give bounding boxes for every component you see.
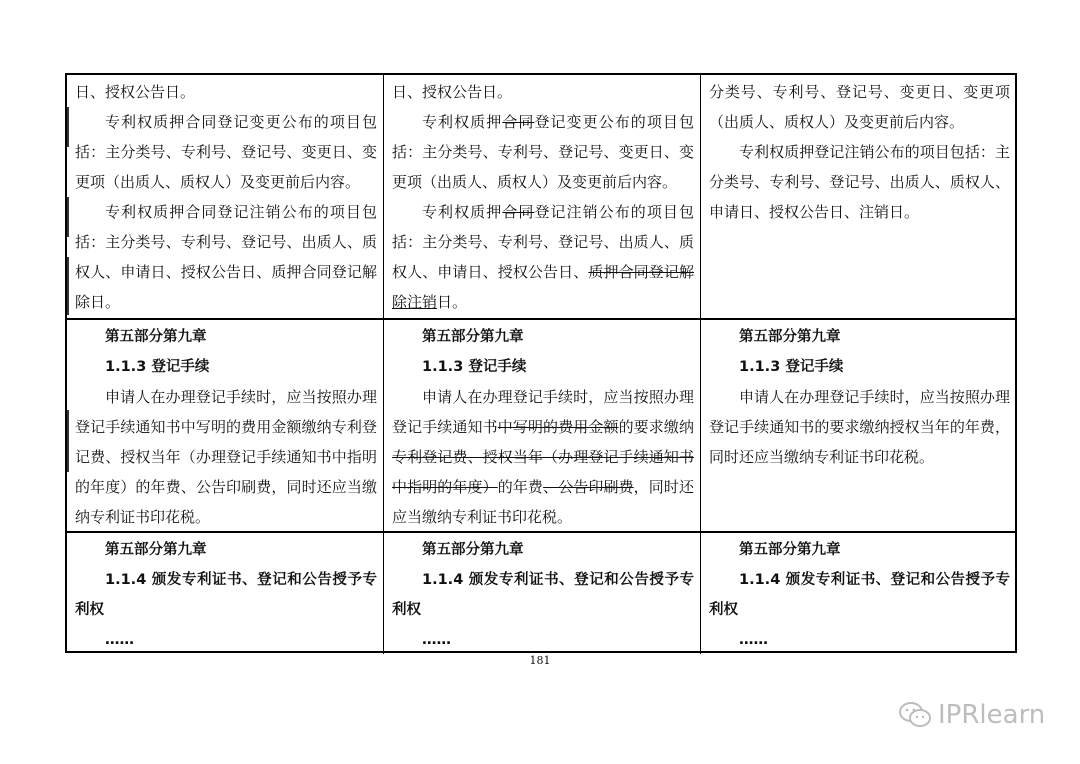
chapter-heading: 第五部分第九章 [105,329,207,345]
watermark-text: IPRlearn [938,700,1046,730]
deleted-text: 专利登记费、授权当年（办理登记手续通知书中指明的年度） [392,448,694,496]
table-cell-final [700,320,1016,533]
change-bar [67,107,69,147]
table-cell-final [700,533,1016,654]
table-row [67,531,1015,654]
table-row [67,318,1015,533]
text-run: 的年费 [497,478,544,496]
table-cell-original [67,320,383,533]
paragraph: 申请人在办理登记手续时，应当按照办理登记手续通知书中写明的费用金额缴纳专利登记费、授权当年（办理登记手续通知书中指明的年度）的年费、公告印刷费，同时还应当缴纳专利证书印花税。 [75,388,377,526]
section-heading: 1.1.4 颁发专利证书、登记和公告授予专利权 [392,572,694,618]
table-cell-revision [383,75,700,318]
deleted-text: 合同 [502,113,535,131]
paragraph: 日、授权公告日。 [392,83,513,101]
table-cell-original [67,533,383,654]
change-bar [67,410,69,472]
table-cell-final [700,75,1016,318]
change-bar [67,257,69,315]
table-row [67,75,1015,318]
chapter-heading: 第五部分第九章 [105,542,207,558]
deleted-text: 、公告印刷费 [543,478,634,496]
text-run: 专利权质押 [422,203,503,221]
paragraph [392,197,694,317]
text-run: 登记注销公布的项目包括：主分类号、专利号、登记号、出质人、质权人、申请日、授权公告日、 [392,203,694,281]
text-run: 登记变更公布的项目包括：主分类号、专利号、登记号、变更日、变更项（出质人、质权人）及变更前后内容。 [392,113,694,191]
table-cell-original [67,75,383,318]
deleted-text: 中写明的费用金额 [497,418,619,436]
paragraph: 专利权质押合同登记注销公布的项目包括：主分类号、专利号、登记号、出质人、质权人、申请日、授权公告日、质押合同登记解除日。 [75,203,377,311]
section-heading: 1.1.3 登记手续 [105,359,210,375]
change-bar [67,197,69,237]
paragraph [392,107,694,197]
text-run: 日。 [437,293,468,311]
chapter-heading: 第五部分第九章 [422,329,524,345]
section-heading: 1.1.3 登记手续 [422,359,527,375]
paragraph: 专利权质押登记注销公布的项目包括：主分类号、专利号、登记号、出质人、质权人、申请日、授权公告日、注销日。 [709,143,1010,221]
section-heading: 1.1.4 颁发专利证书、登记和公告授予专利权 [75,572,377,618]
text-run: 申请人在办理登记手续时，应当按照办理登记手续通知书 [392,388,694,436]
paragraph: 日、授权公告日。 [75,83,196,101]
paragraph [392,382,694,532]
ellipsis: …… [422,632,451,648]
section-heading: 1.1.3 登记手续 [739,359,844,375]
inserted-text: 除注销 [392,293,438,311]
watermark [898,700,1045,730]
section-heading: 1.1.4 颁发专利证书、登记和公告授予专利权 [709,572,1010,618]
deleted-text: 合同 [502,203,535,221]
text-run: ，同时还应当缴纳专利证书印花税。 [392,478,694,526]
ellipsis: …… [105,632,134,648]
chapter-heading: 第五部分第九章 [422,542,524,558]
text-run: 的要求缴纳 [618,418,694,436]
text-run: 专利权质押 [422,113,503,131]
wechat-icon [898,701,932,729]
chapter-heading: 第五部分第九章 [739,329,841,345]
paragraph: 分类号、专利号、登记号、变更日、变更项（出质人、质权人）及变更前后内容。 [709,83,1010,131]
paragraph: 申请人在办理登记手续时，应当按照办理登记手续通知书的要求缴纳授权当年的年费，同时还应当缴纳专利证书印花税。 [709,388,1010,466]
deleted-text: 质押合同登记解 [588,263,694,281]
table-cell-revision [383,533,700,654]
paragraph: 专利权质押合同登记变更公布的项目包括：主分类号、专利号、登记号、变更日、变更项（出质人、质权人）及变更前后内容。 [75,113,377,191]
comparison-table [65,73,1017,653]
chapter-heading: 第五部分第九章 [739,542,841,558]
table-cell-revision [383,320,700,533]
ellipsis: …… [739,632,768,648]
page-number: 181 [529,654,551,667]
